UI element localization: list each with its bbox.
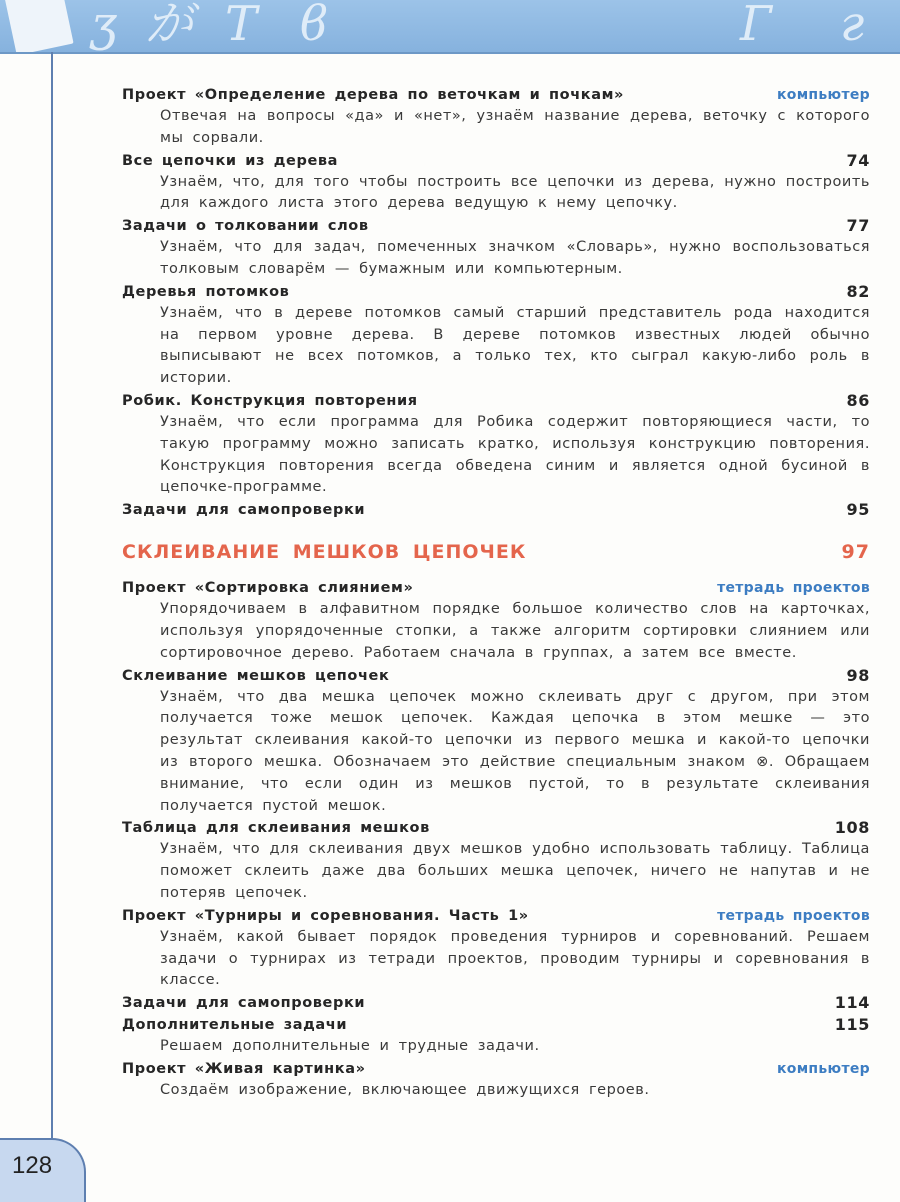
toc-entry-title: Задачи о толковании слов	[122, 218, 369, 235]
page-ref: 74	[846, 150, 870, 170]
toc-entry-title-row	[122, 1014, 870, 1036]
toc-entry-description: Узнаём, что в дереве потомков самый старший представитель рода находится на первом уровне дерева. В дереве потомков известных людей обычно выписывают не всех потомков, а только тех, кто сыграл какую-либо роль в истории.	[160, 304, 870, 387]
toc-entry-description: Узнаём, что два мешка цепочек можно склеивать друг с другом, при этом получается тоже мешок цепочек. Каждая цепочка в этом мешке — это результат склеивания какой-то цепочки из первого мешка и какой-то цепочки из второго мешка. Обозначаем это действие специальным знаком ⊗. Обращаем внимание, что если один из мешков пустой, то в результате склеивания получается пустой мешок.	[160, 688, 870, 814]
page-ref: 95	[846, 500, 870, 520]
toc-entry-description: Решаем дополнительные и трудные задачи.	[160, 1038, 540, 1055]
toc-entry	[122, 390, 870, 499]
toc-entry-title: Задачи для самопроверки	[122, 995, 366, 1012]
toc-entry	[122, 817, 870, 904]
resource-label: компьютер	[776, 87, 870, 103]
resource-label: тетрадь проектов	[717, 580, 870, 597]
toc-entry-title: Проект «Живая картинка»	[122, 1060, 366, 1077]
page-ref: 108	[834, 818, 870, 838]
page-ref: 115	[834, 1015, 870, 1035]
toc-entry-title: Деревья потомков	[122, 283, 290, 300]
toc-entry-title: Склеивание мешков цепочек	[122, 667, 390, 684]
page-number: 128	[12, 1152, 53, 1179]
section-title: СКЛЕИВАНИЕ МЕШКОВ ЦЕПОЧЕК	[122, 541, 527, 564]
page-ref: 82	[846, 281, 870, 301]
toc-entry-description: Отвечая на вопросы «да» и «нет», узнаём название дерева, веточку с которого мы сорвали.	[160, 108, 870, 146]
toc-entry	[122, 992, 870, 1014]
toc-entry	[122, 84, 870, 150]
header-banner	[0, 0, 900, 54]
toc-entry-title-row	[122, 390, 870, 412]
section-heading	[122, 539, 870, 565]
toc-entry-description: Узнаём, что если программа для Робика содержит повторяющиеся части, то такую программу можно записать кратко, используя конструкцию повторения. Конструкция повторения всегда обведена синим и является одной бусиной в цепочке-программе.	[160, 413, 870, 496]
toc-entry-title-row	[122, 665, 870, 687]
toc-entry-title: Проект «Определение дерева по веточкам и почкам»	[122, 87, 625, 103]
toc-entry-title-row	[122, 1058, 870, 1080]
toc-entry-description: Узнаём, что, для того чтобы построить все цепочки из дерева, нужно построить для каждого листа этого дерева ведущую к нему цепочку.	[160, 173, 870, 212]
toc-entry-title-row	[122, 577, 870, 599]
toc-entry-description: Упорядочиваем в алфавитном порядке большое количество слов на карточках, используя упорядоченные стопки, а также алгоритм сортировки слиянием или сортировочное дерево. Работаем сначала в группах, а затем все вместе.	[160, 601, 870, 661]
toc-part-1	[122, 84, 870, 521]
toc-entry-title-row	[122, 905, 870, 927]
toc-entry-description: Узнаём, какой бывает порядок проведения турниров и соревнований. Решаем задачи о турнирах из тетради проектов, проводим турниры и соревнования в классе.	[160, 928, 870, 989]
page-ref: 98	[846, 665, 870, 685]
toc-entry-title-row	[122, 150, 870, 172]
toc-entry	[122, 150, 870, 216]
toc-entry	[122, 665, 870, 818]
toc-entry-title-row	[122, 84, 870, 106]
toc-part-2	[122, 577, 870, 1102]
toc-entry	[122, 1014, 870, 1058]
toc-entry-title-row	[122, 215, 870, 237]
decorative-glyph: ʒ	[90, 0, 118, 52]
table-of-contents	[122, 84, 870, 1102]
toc-entry-description: Создаём изображение, включающее движущихся героев.	[160, 1081, 650, 1098]
toc-entry	[122, 215, 870, 281]
decorative-glyph: が	[145, 0, 194, 52]
toc-entry-title-row	[122, 992, 870, 1014]
toc-entry-title: Проект «Сортировка слиянием»	[122, 580, 414, 597]
toc-entry-description: Узнаём, что для склеивания двух мешков удобно использовать таблицу. Таблица поможет склеить даже два больших мешка цепочек, ничего не напутав и не потеряв цепочек.	[160, 841, 870, 901]
toc-entry	[122, 905, 870, 992]
decorative-glyph: ϐ	[300, 0, 328, 52]
toc-entry-title: Робик. Конструкция повторения	[122, 392, 418, 409]
resource-label: компьютер	[776, 1060, 870, 1077]
toc-entry-title: Задачи для самопроверки	[122, 502, 366, 519]
toc-entry-title: Все цепочки из дерева	[122, 152, 339, 169]
resource-label: тетрадь проектов	[717, 907, 870, 924]
margin-line	[51, 52, 53, 1142]
toc-entry-description: Узнаём, что для задач, помеченных значком «Словарь», нужно воспользоваться толковым словарём — бумажным или компьютерным.	[160, 239, 870, 277]
decorative-glyph: г	[840, 0, 865, 52]
page-ref: 86	[846, 390, 870, 410]
decorative-glyph: Г	[740, 0, 772, 52]
toc-entry	[122, 281, 870, 390]
section-page: 97	[841, 541, 870, 564]
paper-illustration	[4, 0, 73, 54]
toc-entry-title-row	[122, 499, 870, 521]
toc-entry-title-row	[122, 281, 870, 303]
toc-entry-title: Таблица для склеивания мешков	[122, 820, 430, 837]
page-ref: 77	[846, 216, 870, 236]
toc-entry-title-row	[122, 817, 870, 839]
decorative-glyph: T	[225, 0, 258, 52]
page-ref: 114	[834, 993, 870, 1013]
toc-entry	[122, 577, 870, 664]
toc-entry-title: Проект «Турниры и соревнования. Часть 1»	[122, 907, 529, 924]
toc-entry	[122, 1058, 870, 1102]
toc-entry	[122, 499, 870, 521]
toc-entry-title: Дополнительные задачи	[122, 1017, 348, 1034]
